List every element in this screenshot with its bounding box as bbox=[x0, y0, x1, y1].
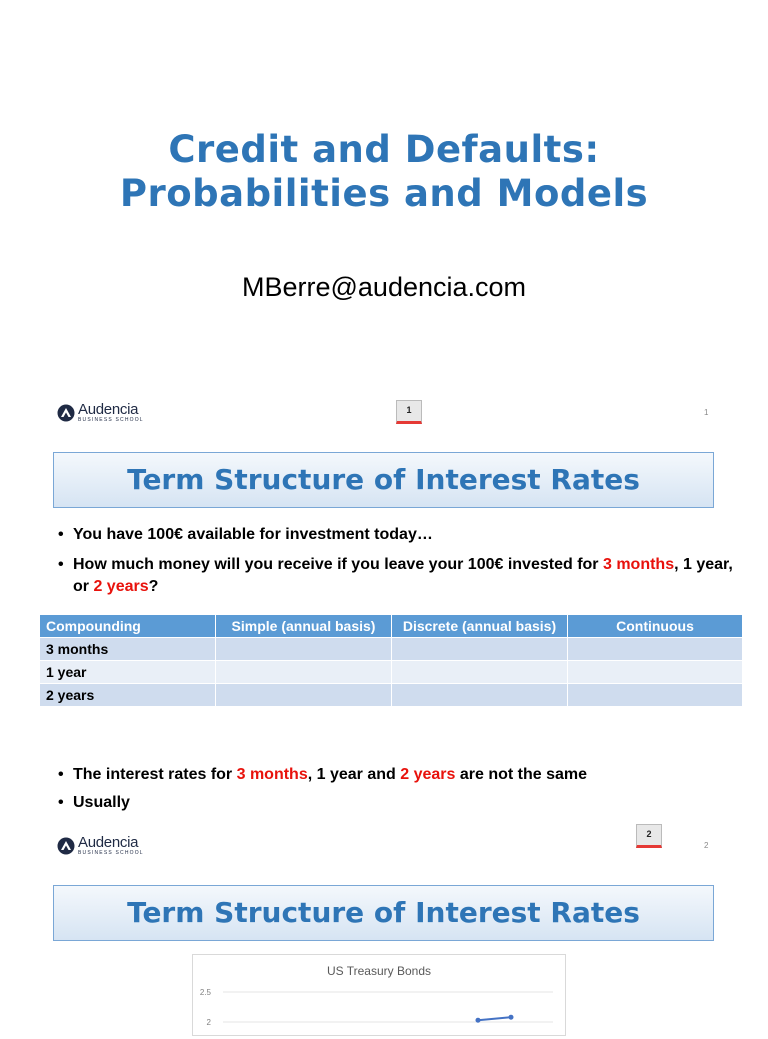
chart-svg bbox=[193, 955, 565, 1035]
audencia-logo bbox=[57, 835, 144, 856]
audencia-logo-icon bbox=[57, 404, 75, 422]
table-row bbox=[40, 661, 743, 684]
logo-name: Audencia bbox=[78, 834, 139, 851]
slide-badge: 1 bbox=[396, 400, 422, 424]
slide-badge: 2 bbox=[636, 824, 662, 848]
highlight-text: 2 years bbox=[93, 578, 149, 595]
table-row bbox=[40, 684, 743, 707]
title-line-2: Probabilities and Models bbox=[119, 172, 649, 215]
bullet-item: • You have 100€ available for investment today… bbox=[58, 524, 738, 546]
table-header-row bbox=[40, 615, 743, 638]
y-tick-label: 2.5 bbox=[199, 988, 211, 997]
highlight-text: 3 months bbox=[602, 556, 675, 573]
table-cell bbox=[392, 684, 568, 707]
bullet-item bbox=[58, 554, 738, 598]
data-point bbox=[476, 1018, 481, 1023]
chart-title: US Treasury Bonds bbox=[326, 964, 432, 978]
page-number: 1 bbox=[704, 408, 709, 417]
bullet-text: How much money will you receive if you leave your 100€ invested for bbox=[73, 556, 603, 573]
bullet-list bbox=[58, 524, 738, 606]
table-cell bbox=[216, 638, 392, 661]
audencia-logo bbox=[57, 402, 144, 423]
title-line-1: Credit and Defaults: bbox=[168, 128, 600, 171]
table-cell bbox=[216, 684, 392, 707]
slide1-title bbox=[0, 128, 768, 216]
table-cell bbox=[568, 661, 743, 684]
bullet-text: ? bbox=[148, 578, 159, 595]
table-header: Simple (annual basis) bbox=[216, 615, 392, 638]
table-cell bbox=[216, 661, 392, 684]
compounding-table bbox=[40, 615, 743, 706]
highlight-text: 3 months bbox=[236, 766, 308, 783]
section-title: Term Structure of Interest Rates bbox=[53, 885, 714, 941]
logo-subtitle: BUSINESS SCHOOL bbox=[78, 850, 144, 856]
table-cell: 2 years bbox=[40, 684, 216, 707]
section-title: Term Structure of Interest Rates bbox=[53, 452, 714, 508]
bullet-text: , 1 year, or bbox=[73, 556, 733, 595]
bullet-list bbox=[58, 764, 738, 822]
author-email: MBerre@audencia.com bbox=[241, 272, 527, 302]
logo-subtitle: BUSINESS SCHOOL bbox=[78, 417, 144, 423]
y-tick-label: 2 bbox=[206, 1018, 211, 1027]
bullet-text: are not the same bbox=[455, 766, 588, 783]
table-cell bbox=[568, 684, 743, 707]
table-cell bbox=[392, 661, 568, 684]
bullet-item: • Usually bbox=[58, 792, 738, 814]
data-point bbox=[509, 1015, 514, 1020]
table-header: Compounding bbox=[40, 615, 216, 638]
logo-name: Audencia bbox=[78, 401, 139, 418]
table-row bbox=[40, 638, 743, 661]
table-header: Continuous bbox=[568, 615, 743, 638]
table-cell: 1 year bbox=[40, 661, 216, 684]
highlight-text: 2 years bbox=[400, 766, 456, 783]
table-cell bbox=[568, 638, 743, 661]
table-header: Discrete (annual basis) bbox=[392, 615, 568, 638]
audencia-logo-icon bbox=[57, 837, 75, 855]
page-number: 2 bbox=[704, 841, 709, 850]
series-line bbox=[478, 1017, 511, 1020]
bullet-text: The interest rates for bbox=[73, 766, 237, 783]
table-cell bbox=[392, 638, 568, 661]
table-cell: 3 months bbox=[40, 638, 216, 661]
bullet-text: , 1 year and bbox=[307, 766, 401, 783]
bullet-item bbox=[58, 764, 738, 786]
